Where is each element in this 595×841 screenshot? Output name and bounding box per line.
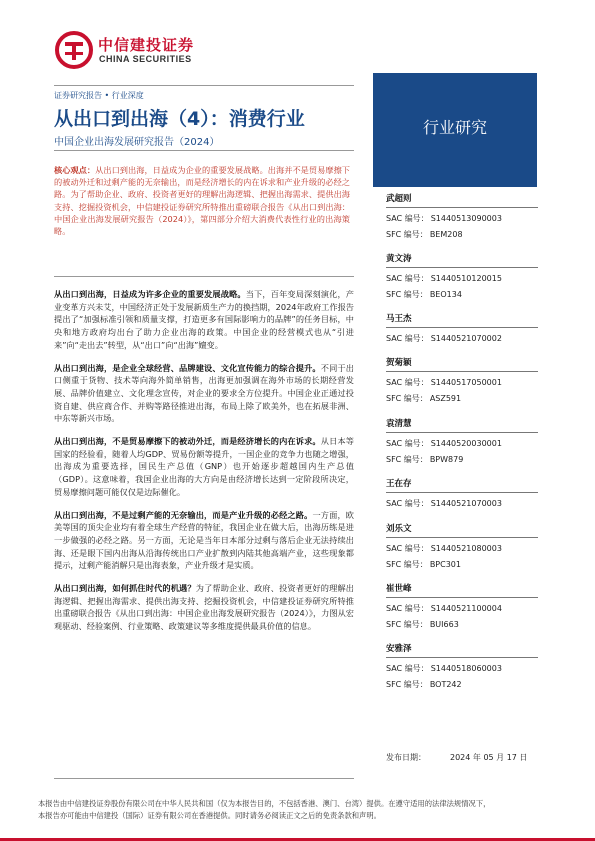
sac-code: S1440518060003 bbox=[430, 664, 502, 673]
sac-label: SAC 编号： bbox=[386, 274, 429, 283]
analyst-entry bbox=[386, 642, 538, 690]
sfc-label: SFC 编号： bbox=[386, 560, 428, 569]
paragraph-lead: 从出口到出海，不是贸易摩擦下的被动外迁，而是经济增长的内在诉求。 bbox=[54, 436, 321, 447]
paragraph-text: 为了帮助企业、政府、投资者更好的理解出海逻辑、把握出海需求、提供出海支持、挖掘投资机会，中信建投证券研究所特推出重磅联合报告《从出口到出海：中国企业出海发展研究报告（2024）》，力图从宏观驱动、经验案例、行业策略、政策建议等多维度提供最具价值的信息。 bbox=[54, 583, 354, 632]
analyst-sfc bbox=[386, 619, 538, 630]
paragraph-lead: 从出口到出海，日益成为许多企业的重要发展战略。 bbox=[54, 289, 246, 299]
sfc-code: BPW879 bbox=[429, 455, 464, 464]
sfc-label: SFC 编号： bbox=[386, 620, 428, 629]
analyst-name: 黄文涛 bbox=[386, 252, 538, 268]
analyst-entry bbox=[386, 192, 538, 240]
analyst-sac bbox=[386, 438, 538, 449]
analyst-name: 武超则 bbox=[386, 192, 538, 208]
sac-label: SAC 编号： bbox=[386, 378, 429, 387]
paragraph-text: 当下，百年变局深刻演化，产业变革方兴未艾，中国经济正处于发展新质生产力的换挡期，2024年政府工作报告提出了“加强标准引领和质量支撑，打造更多有国际影响力的品牌”的任务目标，中央和地方政府均出台了助力企业出海的政策。中国企业的经营模式也从“引进来”向“走出去”转型，从“出口”向“出海”嬗变。 bbox=[54, 289, 354, 350]
publish-date-label: 发布日期： bbox=[386, 753, 426, 762]
analyst-sac bbox=[386, 333, 538, 344]
sac-label: SAC 编号： bbox=[386, 544, 429, 553]
breadcrumb: 证券研究报告 • 行业深度 bbox=[54, 91, 144, 100]
sac-code: S1440513090003 bbox=[430, 214, 502, 223]
sac-code: S1440517050001 bbox=[430, 378, 502, 387]
analyst-sac bbox=[386, 377, 538, 388]
sfc-code: BUI663 bbox=[429, 620, 459, 629]
core-view-label: 核心观点： bbox=[54, 165, 96, 175]
core-view bbox=[54, 164, 350, 237]
sfc-code: BOT242 bbox=[429, 680, 462, 689]
analyst-name: 崔世峰 bbox=[386, 582, 538, 598]
sac-code: S1440521070003 bbox=[430, 499, 502, 508]
sac-label: SAC 编号： bbox=[386, 214, 429, 223]
analyst-entry bbox=[386, 252, 538, 300]
sfc-code: BEM208 bbox=[429, 230, 463, 239]
analyst-sac bbox=[386, 603, 538, 614]
body-text bbox=[54, 288, 354, 643]
analyst-entry bbox=[386, 582, 538, 630]
publish-date bbox=[386, 752, 527, 763]
brand-name-en: CHINA SECURITIES bbox=[99, 54, 192, 64]
analyst-name: 刘乐文 bbox=[386, 522, 538, 538]
analyst-name: 王在存 bbox=[386, 477, 538, 493]
sac-code: S1440521100004 bbox=[430, 604, 502, 613]
body-paragraph bbox=[54, 509, 354, 573]
sfc-label: SFC 编号： bbox=[386, 455, 428, 464]
footer-line: 本报告亦可能由中信建投（国际）证券有限公司在香港提供。同时请务必阅读正文之后的免责条款和声明。 bbox=[38, 811, 381, 820]
sfc-code: ASZ591 bbox=[429, 394, 462, 403]
paragraph-text: 从日本等国家的经验看，随着人均GDP、贸易份额等提升，一国企业的竞争力也随之增强，出海成为重要选择，国民生产总值（GNP）也开始逐步超越国内生产总值（GDP）。这意味着，我国企业出海的大方向是由经济增长达到一定阶段所决定，贸易摩擦问题可能仅仅是边际催化。 bbox=[54, 436, 354, 497]
paragraph-lead: 从出口到出海，如何抓住时代的机遇？ bbox=[54, 583, 196, 594]
analyst-entry bbox=[386, 312, 538, 344]
sac-label: SAC 编号： bbox=[386, 604, 429, 613]
sac-code: S1440521080003 bbox=[430, 544, 502, 553]
body-paragraph bbox=[54, 288, 354, 352]
analyst-sfc bbox=[386, 679, 538, 690]
analyst-sac bbox=[386, 498, 538, 509]
core-view-text: 从出口到出海，日益成为企业的重要发展战略。出海并不是贸易摩擦下的被动外迁和过剩产能的无奈输出，而是经济增长的内在诉求和产业升级的必经之路。为了帮助企业、政府、投资者更好的理解出海逻辑、把握出海需求、提供出海支持、挖掘投资机会，中信建投证券研究所特推出重磅联合报告《从出口到出海：中国企业出海发展研究报告（2024）》，第四部分介绍大消费代表性行业的出海策略。 bbox=[54, 165, 350, 237]
analyst-sfc bbox=[386, 454, 538, 465]
sfc-code: BEO134 bbox=[429, 290, 462, 299]
brand-name-cn: 中信建投证券 bbox=[98, 36, 195, 54]
section-label: 行业研究 bbox=[422, 118, 487, 137]
paragraph-lead: 从出口到出海，不是过剩产能的无奈输出，而是产业升级的必经之路。 bbox=[54, 509, 313, 520]
analyst-sfc bbox=[386, 393, 538, 404]
title-divider bbox=[54, 150, 354, 151]
analyst-entry bbox=[386, 522, 538, 570]
page-title: 从出口到出海（4）：消费行业 bbox=[54, 108, 305, 130]
analyst-entry bbox=[386, 477, 538, 509]
analyst-name: 袁清慧 bbox=[386, 417, 538, 433]
core-divider bbox=[54, 276, 354, 277]
footer-line: 本报告由中信建投证券股份有限公司在中华人民共和国（仅为本报告目的，不包括香港、澳门、台湾）提供。在遵守适用的法律法规情况下， bbox=[38, 799, 491, 808]
analyst-sac bbox=[386, 663, 538, 674]
section-panel bbox=[373, 73, 537, 187]
body-end-divider bbox=[54, 778, 354, 779]
analyst-name: 安雅泽 bbox=[386, 642, 538, 658]
analyst-sac bbox=[386, 213, 538, 224]
analyst-entry bbox=[386, 356, 538, 404]
sac-code: S1440510120015 bbox=[430, 274, 502, 283]
disclaimer-footer bbox=[38, 798, 563, 822]
brand-logo bbox=[54, 30, 214, 72]
paragraph-text: 不同于出口侧重于货物、技术等向海外简单销售，出海更加强调在海外市场的长期经营发展、品牌价值建立、文化理念宣传，对企业的要求全方位提升。中国企业正通过投资自建、供应商合作、并购等路径推进出海，布局上除了欧美外，也在拓展非洲、中东等新兴市场。 bbox=[54, 362, 354, 424]
analyst-sfc bbox=[386, 229, 538, 240]
analyst-sfc bbox=[386, 559, 538, 570]
sfc-label: SFC 编号： bbox=[386, 680, 428, 689]
analyst-sfc bbox=[386, 289, 538, 300]
body-paragraph bbox=[54, 435, 354, 499]
sfc-label: SFC 编号： bbox=[386, 290, 428, 299]
sfc-code: BPC301 bbox=[429, 560, 461, 569]
paragraph-lead: 从出口到出海，是企业全球经营、品牌建设、文化宣传能力的综合提升。 bbox=[54, 362, 321, 373]
publish-date-value: 2024 年 05 月 17 日 bbox=[450, 753, 528, 762]
sac-code: S1440521070002 bbox=[430, 334, 502, 343]
brand-mark-icon bbox=[54, 30, 94, 70]
analyst-name: 贺菊颖 bbox=[386, 356, 538, 372]
paragraph-text: 一方面，欧美等国的顶尖企业均有着全球生产经营的特征，我国企业在做大后，出海历练是进一步做强的必经之路。另一方面，无论是当年日本部分过剩与落后企业无法持续出海、还是眼下国内出海从沿海传统出口产业扩散到内陆其他高端产业，这些现象都提示，过剩产能消解只是出海表象，产业升级才是实质。 bbox=[54, 509, 354, 571]
analyst-entry bbox=[386, 417, 538, 465]
analyst-sac bbox=[386, 273, 538, 284]
analyst-sac bbox=[386, 543, 538, 554]
sfc-label: SFC 编号： bbox=[386, 394, 428, 403]
sac-label: SAC 编号： bbox=[386, 499, 429, 508]
sac-label: SAC 编号： bbox=[386, 334, 429, 343]
sac-label: SAC 编号： bbox=[386, 664, 429, 673]
sac-label: SAC 编号： bbox=[386, 439, 429, 448]
sfc-label: SFC 编号： bbox=[386, 230, 428, 239]
page-subtitle: 中国企业出海发展研究报告（2024） bbox=[54, 137, 220, 148]
body-paragraph bbox=[54, 582, 354, 633]
body-paragraph bbox=[54, 362, 354, 426]
analyst-name: 马王杰 bbox=[386, 312, 538, 328]
header-divider bbox=[54, 85, 354, 86]
sac-code: S1440520030001 bbox=[430, 439, 502, 448]
